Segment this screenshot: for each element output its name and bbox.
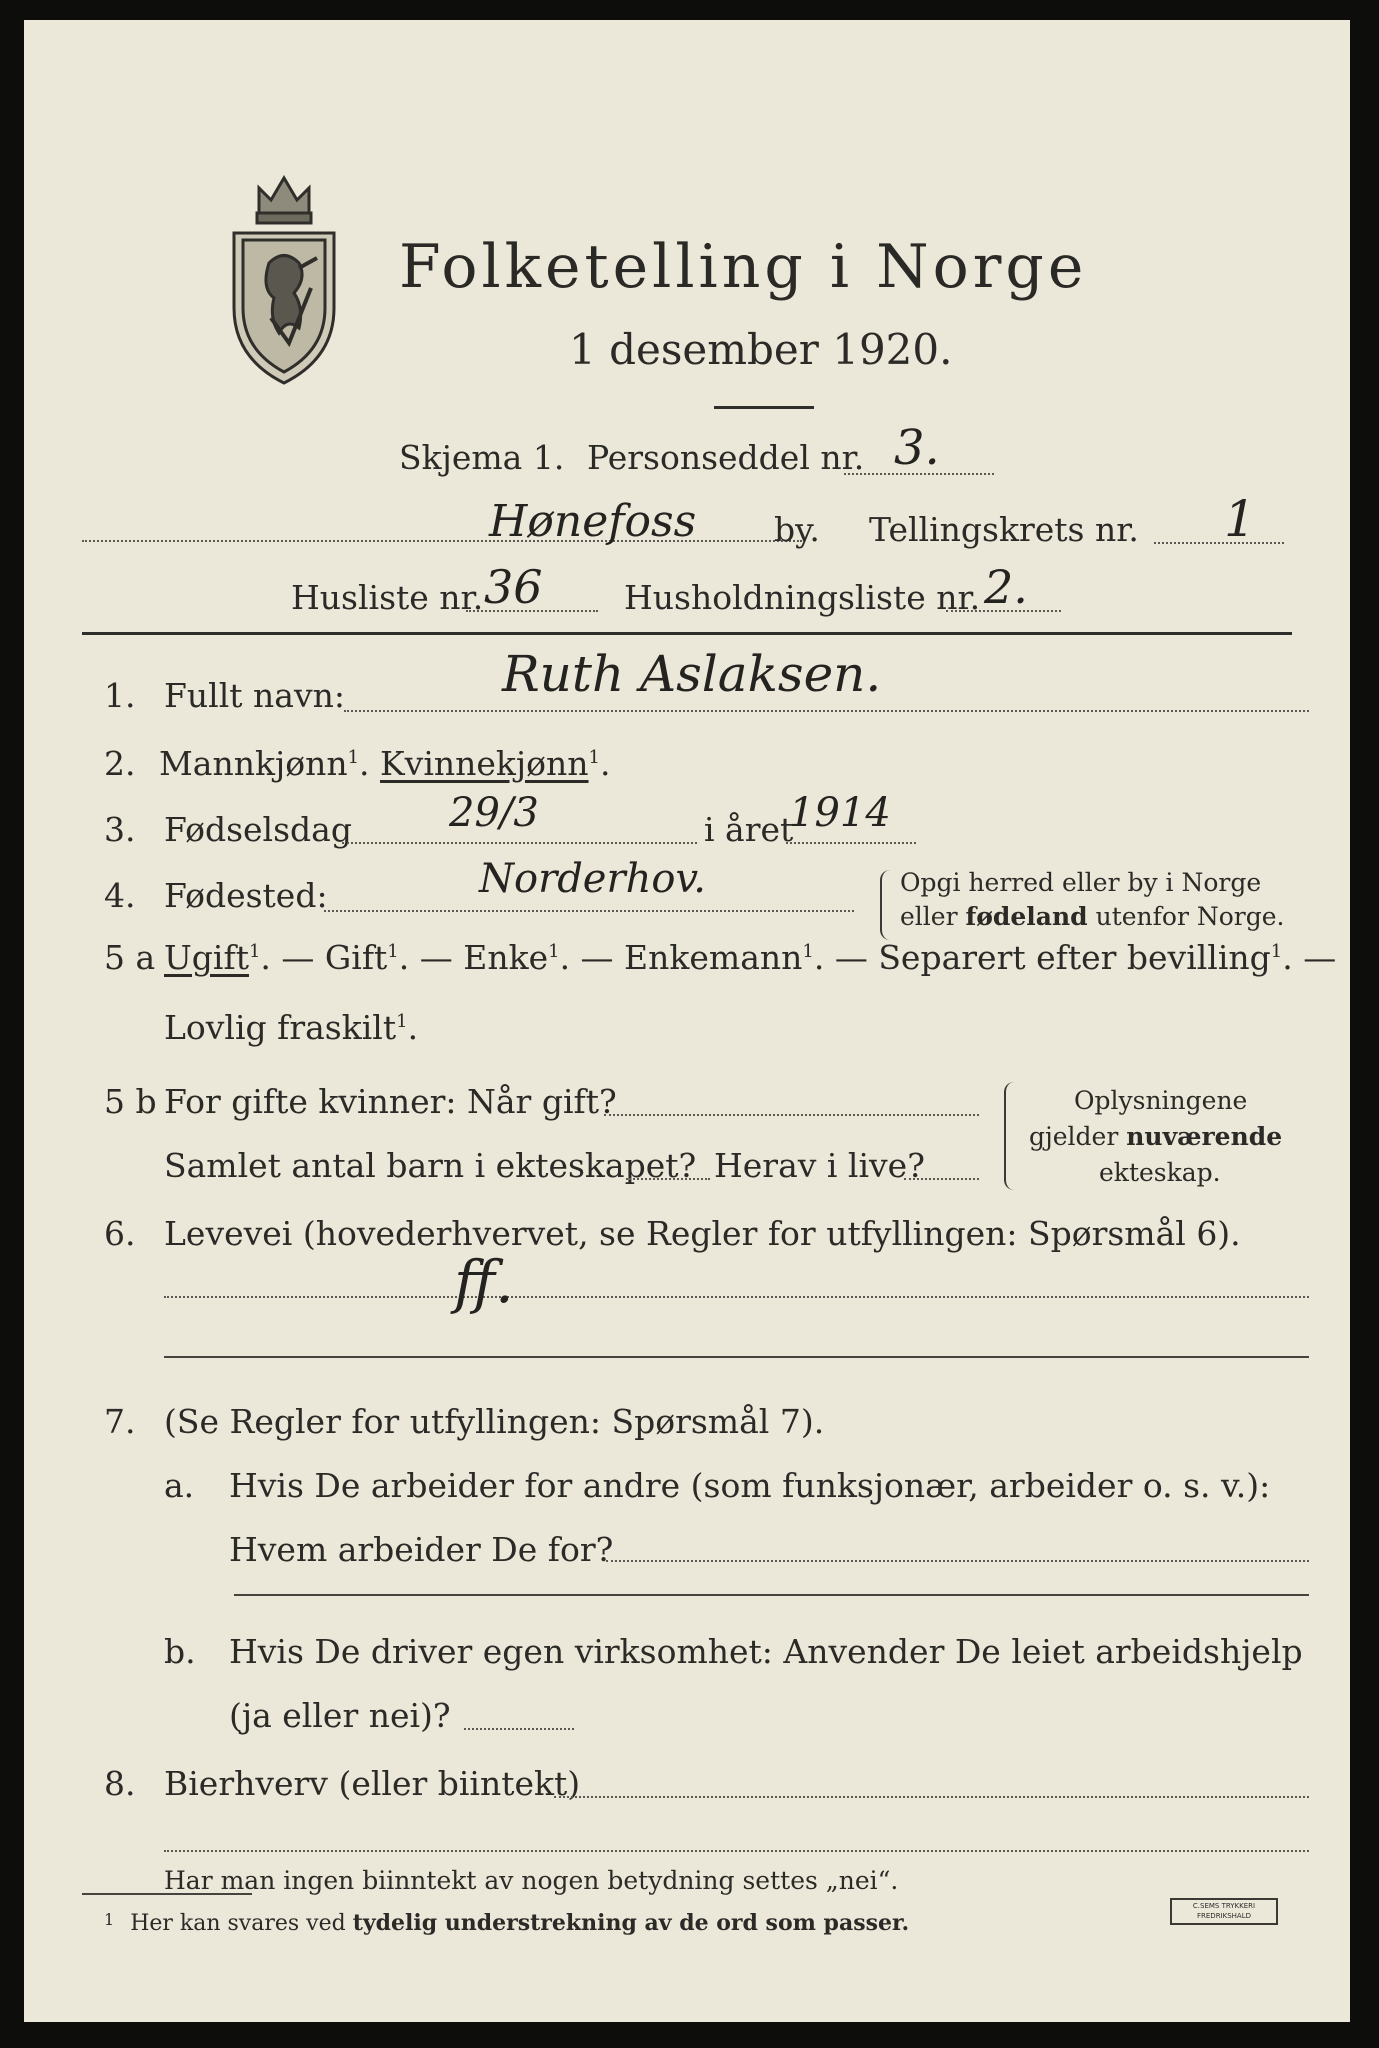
q7a-letter: a. [164, 1466, 195, 1505]
q2-footnote-mark-2: 1 [588, 747, 600, 768]
q5a-sup-5: 1 [1270, 941, 1283, 962]
q5a-ugift-underlined[interactable]: Ugift [164, 938, 249, 977]
q7-number: 7. [104, 1402, 136, 1441]
printer-stamp [1170, 1898, 1278, 1925]
q5b-note-part-a: gjelder [1029, 1122, 1127, 1151]
footnote-divider [82, 1893, 252, 1895]
q5a-options [164, 938, 1336, 977]
q4-label: Fødested: [164, 876, 328, 915]
q4-birthplace-value: Norderhov. [479, 856, 707, 902]
q1-name-value: Ruth Aslaksen. [502, 645, 882, 703]
q4-note-part-a: eller [900, 902, 966, 931]
q5a-separert[interactable]: Separert efter bevilling [878, 938, 1271, 977]
q5a-sup-4: 1 [802, 941, 814, 962]
printer-name: C.SEMS TRYKKERI [1192, 1902, 1256, 1910]
q6-field-line [164, 1296, 1309, 1298]
census-form-page [24, 20, 1350, 2022]
q4-note-part-b: fødeland [965, 902, 1088, 931]
q5a-sep-2: . — [398, 938, 464, 977]
q5b-note-part-b: nuværende [1126, 1122, 1283, 1151]
header-divider [82, 632, 1292, 635]
q5b-line1: For gifte kvinner: Når gift? [164, 1082, 617, 1121]
by-label: by. [774, 510, 820, 549]
footnote-text-b: tydelig understrekning av de ord som passer. [352, 1910, 910, 1936]
q3-year-field-line [786, 842, 916, 844]
q1-label: Fullt navn: [164, 676, 345, 715]
q5a-sup-6: 1 [396, 1011, 408, 1032]
q5a-end-2: . [407, 1008, 419, 1047]
q5b-children-label: Samlet antal barn i ekteskapet? [164, 1146, 697, 1185]
q2-options [159, 744, 610, 783]
title-divider [714, 406, 814, 409]
q5b-note-line2 [1029, 1122, 1282, 1151]
tellingskrets-value: 1 [1224, 490, 1256, 548]
husliste-label: Husliste nr. [291, 578, 484, 617]
q7a-line2: Hvem arbeider De for? [229, 1530, 614, 1569]
q5b-married-field-line [604, 1114, 979, 1116]
q3-year-value: 1914 [789, 790, 891, 836]
q3-number: 3. [104, 810, 136, 849]
q5a-enke[interactable]: Enke [463, 938, 549, 977]
q1-field-line [344, 710, 1309, 712]
husholdningsliste-value: 2. [984, 560, 1028, 614]
q6-label: Levevei (hovederhvervet, se Regler for utfyllingen: Spørsmål 6). [164, 1214, 1241, 1253]
q3-day-field-line [342, 842, 697, 844]
q6-number: 6. [104, 1214, 136, 1253]
q3-label: Fødselsdag [164, 810, 352, 849]
q7b-field-line [464, 1728, 574, 1730]
husholdningsliste-label: Husholdningsliste nr. [624, 578, 981, 617]
tellingskrets-label: Tellingskrets nr. [869, 510, 1139, 549]
q7b-letter: b. [164, 1632, 196, 1671]
q4-number: 4. [104, 876, 136, 915]
q5b-alive-label: Herav i live? [714, 1146, 925, 1185]
q8-second-line [164, 1850, 1309, 1852]
q4-note-line1: Opgi herred eller by i Norge [900, 868, 1262, 897]
q5a-number: 5 a [104, 938, 156, 977]
q5a-sep-3: . — [559, 938, 625, 977]
norway-coat-of-arms-icon [229, 168, 339, 388]
personseddel-value: 3. [894, 420, 940, 476]
q5b-alive-field-line [904, 1178, 979, 1180]
footnote-text-a: Her kan svares ved [130, 1911, 353, 1936]
q2-footnote-mark: 1 [347, 747, 360, 768]
q1-number: 1. [104, 676, 136, 715]
q5a-sep-4: . — [813, 938, 879, 977]
q4-note-part-c: utenfor Norge. [1087, 902, 1285, 931]
q5a-end: . — [1282, 938, 1337, 977]
printer-city: FREDRIKSHALD [1196, 1912, 1251, 1920]
tellingskrets-field-line [1154, 542, 1284, 544]
q5a-sup-3: 1 [548, 941, 560, 962]
skjema-label: Skjema 1. [399, 438, 565, 477]
q2-kvinnekjonn-underlined[interactable]: Kvinnekjønn [380, 744, 589, 783]
q5b-number: 5 b [104, 1082, 157, 1121]
husliste-value: 36 [484, 560, 543, 614]
q2-dot: . [359, 744, 370, 783]
q8-field-line [554, 1796, 1309, 1798]
q6-occupation-value: ff. [454, 1248, 514, 1316]
q7b-line2: (ja eller nei)? [229, 1696, 451, 1735]
q7a-line1: Hvis De arbeider for andre (som funksjonær, arbeider o. s. v.): [229, 1466, 1271, 1505]
q5a-fraskilt[interactable]: Lovlig fraskilt [164, 1008, 397, 1047]
footer-note: Har man ingen biinntekt av nogen betydning settes „nei“. [164, 1866, 899, 1895]
q2-number: 2. [104, 744, 136, 783]
q4-note-brace [880, 870, 890, 940]
q5b-note-line1: Oplysningene [1074, 1086, 1248, 1115]
q5a-sep-1: . — [260, 938, 325, 977]
q5a-gift[interactable]: Gift [324, 938, 388, 977]
q7b-line1: Hvis De driver egen virksomhet: Anvender De leiet arbeidshjelp [229, 1632, 1303, 1671]
q7-label: (Se Regler for utfyllingen: Spørsmål 7). [164, 1402, 825, 1441]
form-title: Folketelling i Norge [399, 232, 1088, 302]
q7a-field-line [606, 1560, 1309, 1562]
q5a-sup-2: 1 [387, 941, 399, 962]
footnote-line [104, 1910, 909, 1936]
q3-year-label: i året [704, 810, 794, 849]
q2-dot-2: . [599, 744, 611, 783]
q5b-children-field-line [626, 1178, 710, 1180]
q8-label: Bierhverv (eller biintekt) [164, 1764, 581, 1803]
q4-note-line2 [900, 902, 1284, 931]
q5a-sup-1: 1 [248, 941, 261, 962]
q5a-enkemann[interactable]: Enkemann [624, 938, 803, 977]
q5a-fraskilt-line [164, 1008, 418, 1047]
q4-field-line [324, 910, 854, 912]
q6-second-line [164, 1356, 1309, 1358]
q3-day-value: 29/3 [449, 790, 539, 836]
q7a-second-line [234, 1594, 1309, 1596]
footnote-number: 1 [104, 1910, 115, 1929]
q2-mannkjonn[interactable]: Mannkjønn [159, 744, 348, 783]
by-value: Hønefoss [489, 496, 697, 547]
q5b-note-line3: ekteskap. [1099, 1158, 1221, 1187]
q8-number: 8. [104, 1764, 136, 1803]
personseddel-label: Personseddel nr. [587, 438, 865, 477]
q5b-note-brace [1004, 1082, 1014, 1190]
census-date: 1 desember 1920. [569, 325, 953, 374]
